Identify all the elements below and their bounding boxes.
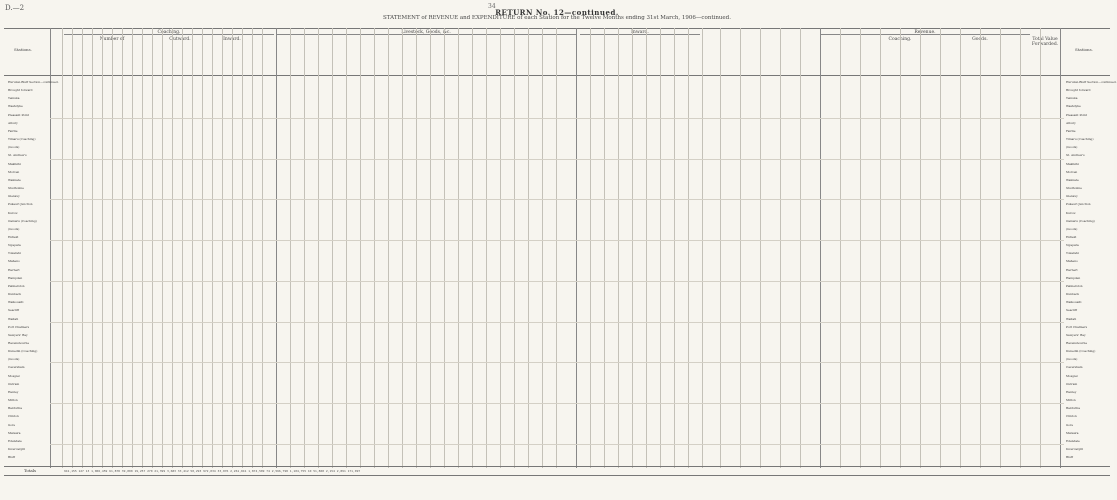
table-row (4, 347, 1110, 355)
totals-values: 941,155 127 13 1,006,459 61,878 39,000 19,257 270 21,399 3,683 33,412 50,293 972,034 33,076 2,261,041 1,874,509 74 2,566,798 1,104,755 10 51,800 2,154 2,891 171,097 (64, 469, 361, 473)
totals-label: Totals (24, 468, 37, 473)
page-corner-ref: D.—2 (5, 4, 25, 12)
table-row (4, 445, 1110, 453)
station-name-right: Outram (1066, 381, 1078, 386)
station-name-left: Milton (8, 398, 18, 403)
station-name-right: Oamaru (Coaching) (1066, 218, 1095, 223)
station-name-left: Waikouaiti (8, 300, 24, 305)
table-row (4, 192, 1110, 200)
station-name-right: Kurow (1066, 210, 1076, 215)
station-name-left: Gore (8, 422, 16, 427)
station-name-left: Enfield (8, 234, 19, 239)
table-row (4, 225, 1110, 233)
station-name-left: Hurunui-Bluff Section—continued. (8, 80, 59, 84)
group-livestock: Livestock, Goods, &c. (401, 30, 451, 35)
station-name-left: Ravensbourne (8, 341, 30, 345)
station-name-right: Milton (1066, 398, 1076, 403)
station-name-left: St. Andrew's (8, 153, 27, 158)
table-body (4, 78, 1117, 461)
group-line (820, 34, 1030, 35)
table-row (4, 168, 1110, 176)
table-row (4, 453, 1110, 461)
station-name-right: Palmerston (1066, 283, 1083, 288)
table-row (4, 266, 1110, 274)
table-row (4, 151, 1110, 159)
station-name-left: Outram (8, 381, 20, 386)
group-total-value: Total Value Forwarded. (1031, 37, 1059, 47)
table-row (4, 119, 1110, 127)
station-name-right: Gore (1066, 422, 1074, 427)
station-name-right: Enfield (1066, 234, 1077, 239)
station-name-left: Dunedin (Coaching) (8, 349, 38, 354)
table-row (4, 396, 1110, 404)
group-outward: Outward. (169, 37, 191, 42)
group-goods-revenue: Goods. (972, 37, 988, 42)
station-name-left: Brought forward (8, 88, 33, 93)
station-name-left: Sawyers' Bay (8, 332, 28, 337)
station-name-left: Timaru (Coaching) (8, 137, 36, 142)
station-name-right: Edendale (1066, 438, 1080, 443)
totals-row (4, 466, 1110, 476)
station-name-right: Ravensbourne (1066, 341, 1088, 345)
station-name-right: Fairlie (1066, 128, 1076, 133)
table-row (4, 331, 1110, 339)
station-name-left: Fairlie (8, 128, 18, 133)
station-name-right: Studholme (1066, 186, 1082, 191)
station-name-right: Brought forward (1066, 88, 1091, 93)
table-row (4, 257, 1110, 265)
station-name-right: Hampden (1066, 275, 1081, 280)
station-name-right: Pukeuri Junction (1066, 202, 1091, 207)
station-name-left: Waimate (8, 177, 21, 182)
group-revenue: Revenue. (914, 30, 936, 35)
table-row (4, 184, 1110, 192)
station-name-left: Tokarahi (8, 251, 21, 256)
table-row (4, 290, 1110, 298)
station-name-right: Invercargill (1066, 447, 1084, 452)
station-name-right: Maheno (1066, 259, 1078, 264)
group-coaching-revenue: Coaching. (888, 37, 912, 42)
table-row (4, 274, 1110, 282)
station-name-right: Herbert (1066, 267, 1078, 272)
station-name-right: Bluff (1066, 455, 1073, 460)
station-name-right: Seacliff (1066, 308, 1077, 313)
station-name-left: Bluff (8, 455, 15, 460)
table-row (4, 78, 1117, 86)
table-row (4, 282, 1110, 290)
station-name-right: Timaru (Coaching) (1066, 137, 1094, 142)
table-row (4, 209, 1110, 217)
table-row (4, 111, 1110, 119)
station-name-left: Mataura (8, 430, 21, 435)
station-name-right: Makikihi (1066, 161, 1079, 166)
station-name-left: (Goods) (8, 357, 20, 362)
station-name-right: Mataura (1066, 430, 1079, 435)
station-name-right: Henley (1066, 389, 1077, 394)
station-name-left: Morven (8, 169, 20, 174)
table-header (4, 28, 1110, 76)
station-name-right: Mosgiel (1066, 373, 1078, 378)
table-row (4, 143, 1110, 151)
group-inward: Inward. (631, 30, 649, 35)
table-row (4, 176, 1110, 184)
table-row (4, 323, 1110, 331)
station-name-left: Oamaru (Coaching) (8, 218, 37, 223)
page-subtitle: STATEMENT of REVENUE and EXPENDITURE of each Station for the Twelve Months ending 31st March, 1906—continued. (383, 15, 731, 21)
table-row (4, 339, 1110, 347)
table-row (4, 102, 1110, 110)
station-name-left: Caversham (8, 365, 25, 370)
station-name-right: Waikouaiti (1066, 300, 1082, 305)
station-name-left: (Goods) (8, 226, 20, 231)
station-name-left: Temuka (8, 96, 20, 101)
station-name-left: Balclutha (8, 406, 22, 411)
table-row (4, 241, 1110, 249)
station-name-right: Clinton (1066, 414, 1077, 419)
station-name-left: Palmerston (8, 283, 25, 288)
station-name-left: Mosgiel (8, 373, 20, 378)
page-number: 34 (488, 3, 496, 10)
station-name-right: Morven (1066, 169, 1078, 174)
station-name-right: Waimate (1066, 177, 1079, 182)
table-row (4, 200, 1110, 208)
table-row (4, 94, 1110, 102)
station-name-left: Port Chalmers (8, 324, 30, 329)
station-name-right: Waitati (1066, 316, 1077, 321)
station-name-left: Henley (8, 389, 19, 394)
station-name-right: Sawyers' Bay (1066, 332, 1086, 337)
table-row (4, 135, 1110, 143)
station-name-right: Dunback (1066, 292, 1079, 297)
station-name-left: Makikihi (8, 161, 21, 166)
table-row (4, 315, 1110, 323)
table-row (4, 429, 1110, 437)
stations-heading-right: Stations. (1075, 47, 1093, 52)
station-name-right: (Goods) (1066, 357, 1078, 362)
station-name-left: Albury (8, 120, 18, 125)
station-name-right: Tokarahi (1066, 251, 1079, 256)
group-number-of: Number of (99, 37, 125, 42)
station-name-right: Albury (1066, 120, 1076, 125)
station-name-left: Kurow (8, 210, 18, 215)
station-name-right: Ngapara (1066, 243, 1079, 248)
table-row (4, 437, 1110, 445)
table-row (4, 233, 1110, 241)
station-name-right: (Goods) (1066, 145, 1078, 150)
table-row (4, 306, 1110, 314)
station-name-right: Port Chalmers (1066, 324, 1088, 329)
table-row (4, 388, 1110, 396)
station-name-left: Clinton (8, 414, 19, 419)
stations-heading-left: Stations. (14, 47, 32, 52)
group-inward-coaching: Inward. (223, 37, 241, 42)
station-name-left: Glenavy (8, 194, 20, 199)
station-name-left: Washdyke (8, 104, 23, 109)
station-name-left: Waitati (8, 316, 19, 321)
station-name-left: (Goods) (8, 145, 20, 150)
station-name-right: Caversham (1066, 365, 1083, 370)
station-name-left: Edendale (8, 438, 22, 443)
station-name-left: Pleasant Point (8, 112, 29, 117)
group-coaching: Coaching. (157, 30, 181, 35)
station-name-right: Glenavy (1066, 194, 1078, 199)
table-row (4, 127, 1110, 135)
station-name-left: Studholme (8, 186, 24, 191)
station-name-right: Hurunui-Bluff Section—continued. (1066, 80, 1117, 84)
table-row (4, 86, 1110, 94)
station-name-right: Balclutha (1066, 406, 1080, 411)
table-row (4, 298, 1110, 306)
station-name-left: Invercargill (8, 447, 26, 452)
group-line (580, 34, 700, 35)
table-row (4, 217, 1110, 225)
station-name-left: Maheno (8, 259, 20, 264)
station-name-left: Herbert (8, 267, 20, 272)
station-name-right: Dunedin (Coaching) (1066, 349, 1096, 354)
table-row (4, 421, 1110, 429)
station-name-right: (Goods) (1066, 226, 1078, 231)
group-line (276, 34, 576, 35)
table-row (4, 249, 1110, 257)
table-row (4, 404, 1110, 412)
station-name-left: Dunback (8, 292, 21, 297)
table-row (4, 412, 1110, 420)
station-name-right: Temuka (1066, 96, 1078, 101)
table-row (4, 160, 1110, 168)
station-name-left: Ngapara (8, 243, 21, 248)
station-name-left: Hampden (8, 275, 23, 280)
page-title: RETURN No. 12—continued. (495, 8, 619, 17)
table-row (4, 363, 1110, 371)
station-name-right: Pleasant Point (1066, 112, 1087, 117)
station-name-right: St. Andrew's (1066, 153, 1085, 158)
station-name-left: Seacliff (8, 308, 19, 313)
station-name-left: Pukeuri Junction (8, 202, 33, 207)
table-row (4, 372, 1110, 380)
table-row (4, 355, 1110, 363)
station-name-right: Washdyke (1066, 104, 1081, 109)
table-row (4, 380, 1110, 388)
